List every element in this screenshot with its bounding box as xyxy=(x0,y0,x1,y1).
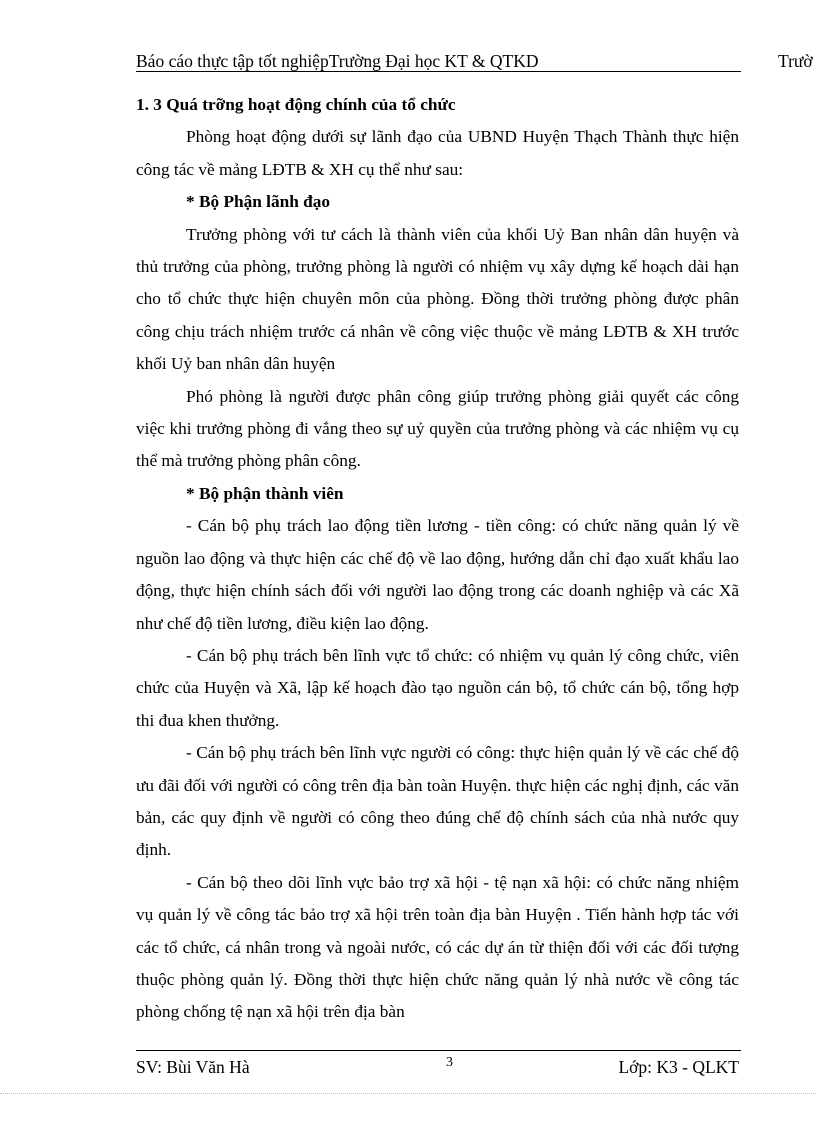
header-right-text: Trườ xyxy=(778,51,813,71)
page-header xyxy=(136,50,813,72)
members-paragraph-3: - Cán bộ phụ trách bên lĩnh vực người có công: thực hiện quản lý về các chế độ ưu đãi đối với người có công trên địa bàn toàn Huyện. thực hiện các nghị định, các văn bản, các quy định về người có công theo đúng chế độ chính sách của nhà nước quy định. xyxy=(136,743,739,860)
footer-student-name: SV: Bùi Văn Hà xyxy=(136,1057,250,1077)
footer-class: Lớp: K3 - QLKT xyxy=(618,1057,739,1077)
footer-divider xyxy=(136,1050,741,1051)
header-divider xyxy=(136,71,741,72)
section-title: 1. 3 Quá trỡng hoạt động chính của tổ chức xyxy=(136,95,456,114)
members-paragraph-4: - Cán bộ theo dõi lĩnh vực bảo trợ xã hội - tệ nạn xã hội: có chức năng nhiệm vụ quản lý về công tác bảo trợ xã hội trên toàn địa bàn Huyện . Tiến hành hợp tác với các tổ chức, cá nhân trong và ngoài nước, có các dự án từ thiện đối với các đối tượng thuộc phòng quản lý. Đồng thời thực hiện chức năng quản lý nhà nước về công tác phòng chống tệ nạn xã hội trên địa bàn xyxy=(136,872,739,1022)
leadership-paragraph-2: Phó phòng là người được phân công giúp trưởng phòng giải quyết các công việc khi trưởng phòng đi vắng theo sự uỷ quyền của trưởng phòng và các nhiệm vụ cụ thể mà trưởng phòng phân công. xyxy=(136,386,739,471)
members-heading: * Bộ phận thành viên xyxy=(186,483,344,503)
page-number: 3 xyxy=(446,1055,453,1070)
leadership-heading: * Bộ Phận lãnh đạo xyxy=(186,192,331,212)
header-left-text: Báo cáo thực tập tốt nghiệpTrường Đại học KT & QTKD xyxy=(136,51,539,71)
page-bottom-dotted-line xyxy=(0,1093,816,1094)
members-paragraph-2: - Cán bộ phụ trách bên lĩnh vực tổ chức: có nhiệm vụ quản lý công chức, viên chức của Huyện và Xã, lập kế hoạch đào tạo nguồn cán bộ, tổ chức cán bộ, tổng hợp thi đua khen thưởng. xyxy=(136,645,739,730)
page-footer xyxy=(136,1053,741,1077)
leadership-paragraph-1: Trưởng phòng với tư cách là thành viên của khối Uỷ Ban nhân dân huyện và thủ trưởng của phòng, trưởng phòng là người có nhiệm vụ xây dựng kế hoạch dài hạn cho tổ chức thực hiện chuyên môn của phòng. Đồng thời trưởng phòng được phân công chịu trách nhiệm trước cá nhân về công việc thuộc về mảng LĐTB & XH trước khối Uỷ ban nhân dân huyện xyxy=(136,224,739,374)
page-body xyxy=(136,89,739,1029)
members-paragraph-1: - Cán bộ phụ trách lao động tiền lương - tiền công: có chức năng quản lý về nguồn lao động và thực hiện các chế độ về lao động, hướng dẫn chỉ đạo xuất khẩu lao động, thực hiện chính sách đối với người lao động trong các doanh nghiệp và các Xã như chế độ tiền lương, điều kiện lao động. xyxy=(136,516,739,633)
intro-paragraph: Phòng hoạt động dưới sự lãnh đạo của UBND Huyện Thạch Thành thực hiện công tác về mảng LĐTB & XH cụ thể như sau: xyxy=(136,127,739,179)
